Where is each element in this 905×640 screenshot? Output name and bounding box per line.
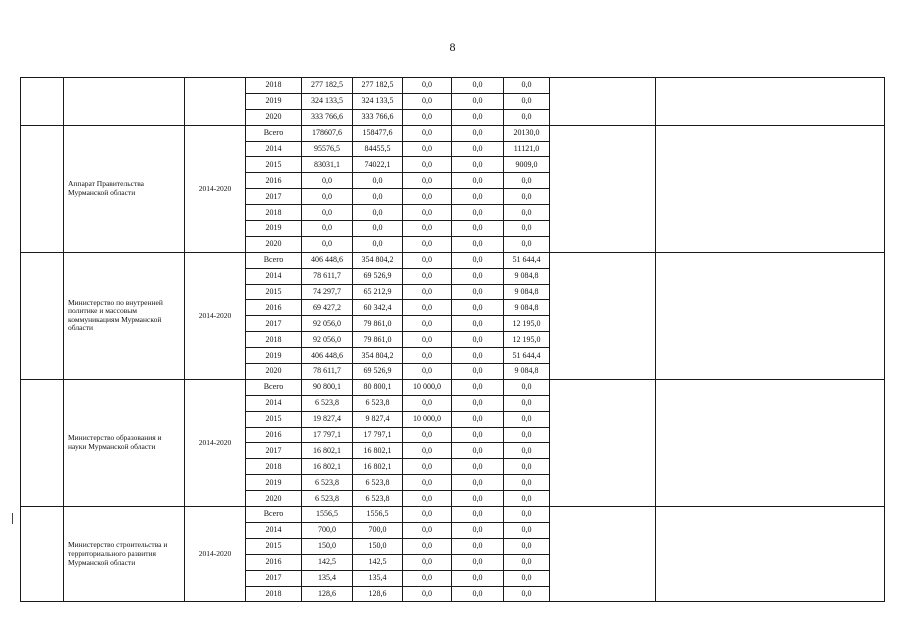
extra-budget-cell: 0,0 [504, 221, 550, 237]
notes-cell [550, 507, 656, 602]
regional-budget-cell: 17 797,1 [353, 427, 403, 443]
local-budget-cell: 0,0 [452, 395, 504, 411]
year-cell: 2014 [246, 395, 302, 411]
total-cell: 0,0 [302, 236, 353, 252]
local-budget-cell: 0,0 [452, 522, 504, 538]
local-budget-cell: 0,0 [452, 507, 504, 523]
total-cell: 17 797,1 [302, 427, 353, 443]
results-cell [656, 252, 885, 379]
regional-budget-cell: 0,0 [353, 205, 403, 221]
notes-cell [550, 78, 656, 126]
regional-budget-cell: 79 861,0 [353, 332, 403, 348]
local-budget-cell: 0,0 [452, 78, 504, 94]
local-budget-cell: 0,0 [452, 459, 504, 475]
federal-budget-cell: 0,0 [403, 348, 452, 364]
extra-budget-cell: 0,0 [504, 475, 550, 491]
table-row [21, 379, 885, 395]
regional-budget-cell: 324 133,5 [353, 93, 403, 109]
federal-budget-cell: 0,0 [403, 395, 452, 411]
federal-budget-cell: 0,0 [403, 236, 452, 252]
total-cell: 128,6 [302, 586, 353, 602]
year-cell: 2016 [246, 554, 302, 570]
year-cell: 2018 [246, 78, 302, 94]
regional-budget-cell: 354 804,2 [353, 252, 403, 268]
total-cell: 74 297,7 [302, 284, 353, 300]
extra-budget-cell: 0,0 [504, 411, 550, 427]
regional-budget-cell: 158477,6 [353, 125, 403, 141]
federal-budget-cell: 0,0 [403, 570, 452, 586]
local-budget-cell: 0,0 [452, 586, 504, 602]
federal-budget-cell: 0,0 [403, 427, 452, 443]
organization-cell: Министерство строительства и территориального развития Мурманской области [64, 507, 185, 602]
extra-budget-cell: 0,0 [504, 507, 550, 523]
local-budget-cell: 0,0 [452, 554, 504, 570]
regional-budget-cell: 69 526,9 [353, 364, 403, 380]
organization-cell: Аппарат Правительства Мурманской области [64, 125, 185, 252]
regional-budget-cell: 0,0 [353, 236, 403, 252]
regional-budget-cell: 9 827,4 [353, 411, 403, 427]
federal-budget-cell: 0,0 [403, 109, 452, 125]
extra-budget-cell: 12 195,0 [504, 332, 550, 348]
total-cell: 277 182,5 [302, 78, 353, 94]
row-number-cell [21, 379, 64, 506]
regional-budget-cell: 150,0 [353, 538, 403, 554]
organization-cell [64, 78, 185, 126]
year-cell: 2016 [246, 300, 302, 316]
federal-budget-cell: 0,0 [403, 522, 452, 538]
table-row [21, 507, 885, 523]
total-cell: 69 427,2 [302, 300, 353, 316]
extra-budget-cell: 0,0 [504, 427, 550, 443]
row-number-cell [21, 507, 64, 602]
local-budget-cell: 0,0 [452, 316, 504, 332]
year-cell: 2020 [246, 364, 302, 380]
margin-mark [12, 513, 13, 524]
local-budget-cell: 0,0 [452, 348, 504, 364]
extra-budget-cell: 0,0 [504, 459, 550, 475]
regional-budget-cell: 6 523,8 [353, 475, 403, 491]
budget-table [20, 77, 885, 602]
extra-budget-cell: 51 644,4 [504, 348, 550, 364]
local-budget-cell: 0,0 [452, 221, 504, 237]
federal-budget-cell: 0,0 [403, 475, 452, 491]
year-cell: 2017 [246, 316, 302, 332]
extra-budget-cell: 0,0 [504, 522, 550, 538]
extra-budget-cell: 0,0 [504, 395, 550, 411]
year-cell: 2015 [246, 538, 302, 554]
total-cell: 92 056,0 [302, 332, 353, 348]
local-budget-cell: 0,0 [452, 491, 504, 507]
total-cell: 700,0 [302, 522, 353, 538]
year-cell: Всего [246, 379, 302, 395]
total-cell: 333 766,6 [302, 109, 353, 125]
extra-budget-cell: 9 084,8 [504, 268, 550, 284]
organization-cell: Министерство образования и науки Мурманской области [64, 379, 185, 506]
regional-budget-cell: 333 766,6 [353, 109, 403, 125]
local-budget-cell: 0,0 [452, 379, 504, 395]
federal-budget-cell: 0,0 [403, 252, 452, 268]
local-budget-cell: 0,0 [452, 411, 504, 427]
total-cell: 6 523,8 [302, 475, 353, 491]
local-budget-cell: 0,0 [452, 538, 504, 554]
federal-budget-cell: 0,0 [403, 141, 452, 157]
extra-budget-cell: 51 644,4 [504, 252, 550, 268]
local-budget-cell: 0,0 [452, 109, 504, 125]
total-cell: 142,5 [302, 554, 353, 570]
total-cell: 0,0 [302, 205, 353, 221]
year-cell: Всего [246, 252, 302, 268]
regional-budget-cell: 277 182,5 [353, 78, 403, 94]
results-cell [656, 125, 885, 252]
local-budget-cell: 0,0 [452, 364, 504, 380]
regional-budget-cell: 6 523,8 [353, 395, 403, 411]
year-cell: Всего [246, 125, 302, 141]
total-cell: 78 611,7 [302, 268, 353, 284]
extra-budget-cell: 0,0 [504, 443, 550, 459]
table-row [21, 78, 885, 94]
results-cell [656, 379, 885, 506]
year-cell: 2018 [246, 586, 302, 602]
local-budget-cell: 0,0 [452, 427, 504, 443]
local-budget-cell: 0,0 [452, 252, 504, 268]
regional-budget-cell: 1556,5 [353, 507, 403, 523]
extra-budget-cell: 0,0 [504, 538, 550, 554]
federal-budget-cell: 0,0 [403, 189, 452, 205]
notes-cell [550, 252, 656, 379]
extra-budget-cell: 0,0 [504, 236, 550, 252]
regional-budget-cell: 0,0 [353, 189, 403, 205]
period-cell: 2014-2020 [185, 252, 246, 379]
year-cell: 2019 [246, 93, 302, 109]
year-cell: 2016 [246, 173, 302, 189]
year-cell: 2018 [246, 205, 302, 221]
extra-budget-cell: 0,0 [504, 189, 550, 205]
year-cell: 2015 [246, 157, 302, 173]
federal-budget-cell: 0,0 [403, 300, 452, 316]
local-budget-cell: 0,0 [452, 141, 504, 157]
federal-budget-cell: 0,0 [403, 78, 452, 94]
year-cell: 2020 [246, 236, 302, 252]
regional-budget-cell: 69 526,9 [353, 268, 403, 284]
local-budget-cell: 0,0 [452, 125, 504, 141]
total-cell: 78 611,7 [302, 364, 353, 380]
regional-budget-cell: 700,0 [353, 522, 403, 538]
regional-budget-cell: 135,4 [353, 570, 403, 586]
local-budget-cell: 0,0 [452, 205, 504, 221]
year-cell: 2017 [246, 443, 302, 459]
total-cell: 1556,5 [302, 507, 353, 523]
federal-budget-cell: 0,0 [403, 205, 452, 221]
regional-budget-cell: 79 861,0 [353, 316, 403, 332]
regional-budget-cell: 128,6 [353, 586, 403, 602]
federal-budget-cell: 0,0 [403, 125, 452, 141]
federal-budget-cell: 0,0 [403, 284, 452, 300]
extra-budget-cell: 0,0 [504, 379, 550, 395]
regional-budget-cell: 142,5 [353, 554, 403, 570]
total-cell: 324 133,5 [302, 93, 353, 109]
extra-budget-cell: 0,0 [504, 93, 550, 109]
table-row [21, 125, 885, 141]
year-cell: 2014 [246, 522, 302, 538]
year-cell: 2019 [246, 221, 302, 237]
regional-budget-cell: 0,0 [353, 173, 403, 189]
row-number-cell [21, 78, 64, 126]
year-cell: 2015 [246, 284, 302, 300]
total-cell: 406 448,6 [302, 348, 353, 364]
total-cell: 16 802,1 [302, 459, 353, 475]
extra-budget-cell: 9 084,8 [504, 284, 550, 300]
local-budget-cell: 0,0 [452, 475, 504, 491]
regional-budget-cell: 354 804,2 [353, 348, 403, 364]
total-cell: 135,4 [302, 570, 353, 586]
extra-budget-cell: 0,0 [504, 491, 550, 507]
extra-budget-cell: 20130,0 [504, 125, 550, 141]
year-cell: 2014 [246, 141, 302, 157]
federal-budget-cell: 10 000,0 [403, 411, 452, 427]
total-cell: 16 802,1 [302, 443, 353, 459]
results-cell [656, 78, 885, 126]
extra-budget-cell: 0,0 [504, 205, 550, 221]
federal-budget-cell: 0,0 [403, 507, 452, 523]
extra-budget-cell: 9009,0 [504, 157, 550, 173]
total-cell: 6 523,8 [302, 491, 353, 507]
federal-budget-cell: 10 000,0 [403, 379, 452, 395]
federal-budget-cell: 0,0 [403, 586, 452, 602]
year-cell: 2019 [246, 475, 302, 491]
total-cell: 92 056,0 [302, 316, 353, 332]
extra-budget-cell: 0,0 [504, 109, 550, 125]
regional-budget-cell: 84455,5 [353, 141, 403, 157]
year-cell: 2019 [246, 348, 302, 364]
local-budget-cell: 0,0 [452, 157, 504, 173]
year-cell: 2016 [246, 427, 302, 443]
federal-budget-cell: 0,0 [403, 364, 452, 380]
notes-cell [550, 125, 656, 252]
total-cell: 95576,5 [302, 141, 353, 157]
total-cell: 0,0 [302, 173, 353, 189]
page-number: 8 [449, 40, 456, 54]
period-cell: 2014-2020 [185, 507, 246, 602]
table-row [21, 252, 885, 268]
regional-budget-cell: 6 523,8 [353, 491, 403, 507]
local-budget-cell: 0,0 [452, 93, 504, 109]
year-cell: Всего [246, 507, 302, 523]
year-cell: 2017 [246, 570, 302, 586]
extra-budget-cell: 9 084,8 [504, 364, 550, 380]
year-cell: 2017 [246, 189, 302, 205]
local-budget-cell: 0,0 [452, 443, 504, 459]
row-number-cell [21, 252, 64, 379]
regional-budget-cell: 74022,1 [353, 157, 403, 173]
federal-budget-cell: 0,0 [403, 443, 452, 459]
extra-budget-cell: 12 195,0 [504, 316, 550, 332]
federal-budget-cell: 0,0 [403, 459, 452, 475]
total-cell: 178607,6 [302, 125, 353, 141]
federal-budget-cell: 0,0 [403, 491, 452, 507]
period-cell: 2014-2020 [185, 379, 246, 506]
year-cell: 2015 [246, 411, 302, 427]
year-cell: 2018 [246, 332, 302, 348]
year-cell: 2014 [246, 268, 302, 284]
total-cell: 6 523,8 [302, 395, 353, 411]
year-cell: 2018 [246, 459, 302, 475]
local-budget-cell: 0,0 [452, 268, 504, 284]
organization-cell: Министерство по внутренней политике и массовым коммуникациям Мурманской области [64, 252, 185, 379]
federal-budget-cell: 0,0 [403, 316, 452, 332]
federal-budget-cell: 0,0 [403, 538, 452, 554]
local-budget-cell: 0,0 [452, 173, 504, 189]
period-cell [185, 78, 246, 126]
total-cell: 150,0 [302, 538, 353, 554]
period-cell: 2014-2020 [185, 125, 246, 252]
local-budget-cell: 0,0 [452, 332, 504, 348]
regional-budget-cell: 16 802,1 [353, 443, 403, 459]
total-cell: 90 800,1 [302, 379, 353, 395]
total-cell: 0,0 [302, 221, 353, 237]
year-cell: 2020 [246, 109, 302, 125]
extra-budget-cell: 0,0 [504, 78, 550, 94]
results-cell [656, 507, 885, 602]
budget-table-body [21, 78, 885, 602]
total-cell: 83031,1 [302, 157, 353, 173]
local-budget-cell: 0,0 [452, 300, 504, 316]
extra-budget-cell: 0,0 [504, 570, 550, 586]
federal-budget-cell: 0,0 [403, 332, 452, 348]
total-cell: 406 448,6 [302, 252, 353, 268]
notes-cell [550, 379, 656, 506]
federal-budget-cell: 0,0 [403, 93, 452, 109]
local-budget-cell: 0,0 [452, 284, 504, 300]
total-cell: 0,0 [302, 189, 353, 205]
extra-budget-cell: 9 084,8 [504, 300, 550, 316]
extra-budget-cell: 0,0 [504, 586, 550, 602]
row-number-cell [21, 125, 64, 252]
federal-budget-cell: 0,0 [403, 268, 452, 284]
federal-budget-cell: 0,0 [403, 157, 452, 173]
local-budget-cell: 0,0 [452, 189, 504, 205]
federal-budget-cell: 0,0 [403, 554, 452, 570]
extra-budget-cell: 0,0 [504, 173, 550, 189]
regional-budget-cell: 80 800,1 [353, 379, 403, 395]
regional-budget-cell: 60 342,4 [353, 300, 403, 316]
year-cell: 2020 [246, 491, 302, 507]
federal-budget-cell: 0,0 [403, 173, 452, 189]
regional-budget-cell: 16 802,1 [353, 459, 403, 475]
regional-budget-cell: 0,0 [353, 221, 403, 237]
federal-budget-cell: 0,0 [403, 221, 452, 237]
extra-budget-cell: 0,0 [504, 554, 550, 570]
local-budget-cell: 0,0 [452, 570, 504, 586]
extra-budget-cell: 11121,0 [504, 141, 550, 157]
regional-budget-cell: 65 212,9 [353, 284, 403, 300]
total-cell: 19 827,4 [302, 411, 353, 427]
local-budget-cell: 0,0 [452, 236, 504, 252]
